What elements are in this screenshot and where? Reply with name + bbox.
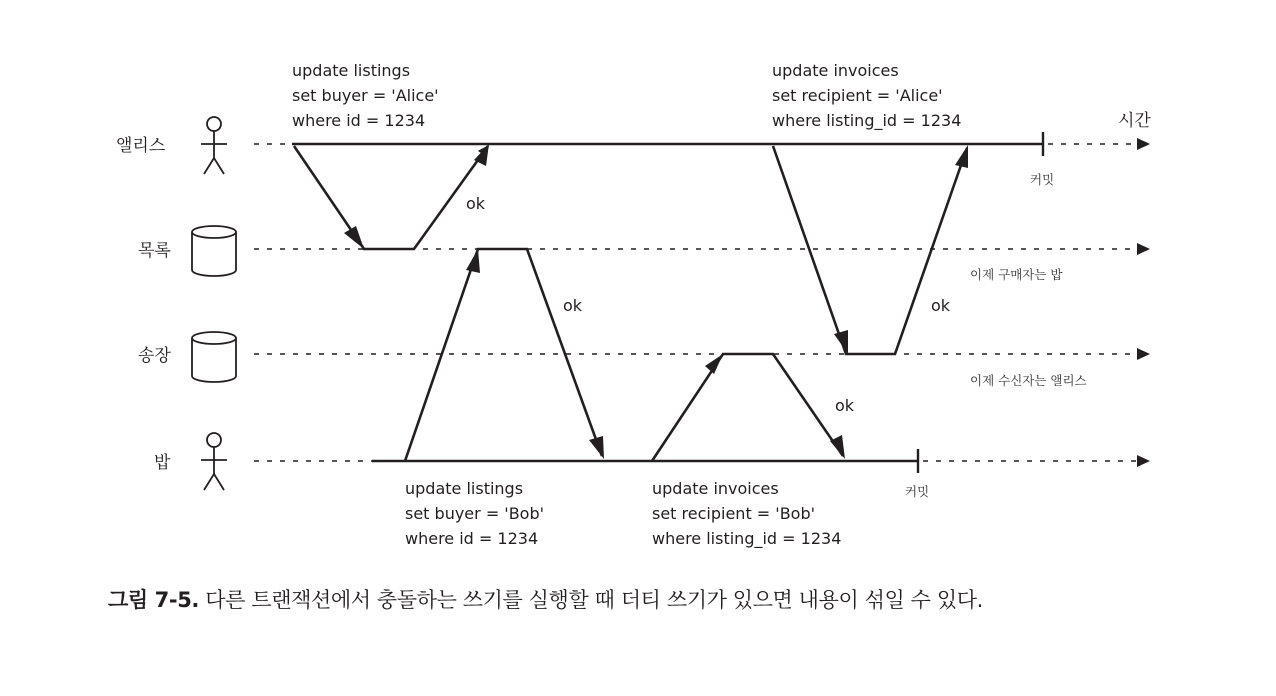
ok-label-alice-invoices: ok [931,296,951,315]
query-line: set buyer = 'Alice' [292,86,439,105]
note-invoices-recipient: 이제 수신자는 앨리스 [970,373,1087,388]
ok-label-bob-listings: ok [563,296,583,315]
ok-label-alice-listings: ok [466,194,486,213]
database-icon-invoices [192,332,236,382]
query-line: set recipient = 'Bob' [652,504,816,523]
listings-timeline-arrowhead [1137,243,1150,255]
bob-listings-arrowhead [466,249,480,273]
query-line: where listing_id = 1234 [652,529,842,548]
figure-number: 그림 7-5. [108,588,199,612]
commit-label-bob: 커밋 [905,484,930,499]
lane-label-alice: 앨리스 [116,136,166,156]
bob-listings-ok-arrowhead [589,436,604,459]
query-alice-invoices [772,61,961,131]
person-icon-bob [201,433,227,490]
query-line: update invoices [652,479,779,498]
query-line: set recipient = 'Alice' [772,86,943,105]
invoices-timeline-arrowhead [1137,348,1150,360]
database-icon-listings [192,226,236,276]
commit-label-alice: 커밋 [1030,172,1055,187]
lane-label-listings: 목록 [138,241,171,261]
query-line: set buyer = 'Bob' [405,504,545,523]
lane-label-invoices: 송장 [138,346,171,366]
time-label: 시간 [1118,111,1151,131]
bob-invoices-write-arrow [652,354,843,461]
alice-invoices-arrowhead [834,330,848,354]
alice-invoices-write-arrow [773,146,967,354]
query-bob-invoices [652,479,841,549]
alice-listings-write-arrow [294,146,488,249]
alice-invoices-ok-arrowhead [955,145,968,168]
alice-timeline-arrowhead [1137,138,1150,150]
query-line: update listings [292,61,411,80]
lane-label-bob: 밥 [154,453,171,473]
figure-caption-text: 다른 트랜잭션에서 충돌하는 쓰기를 실행할 때 더티 쓰기가 있으면 내용이 섞일 수 있다. [205,588,983,612]
alice-listings-arrowhead [344,226,364,249]
figure-caption [108,584,983,614]
query-line: where id = 1234 [405,529,539,548]
query-line: update listings [405,479,524,498]
query-line: where listing_id = 1234 [772,111,962,130]
person-icon-alice [201,117,227,174]
bob-timeline-arrowhead [1137,455,1150,467]
query-alice-listings [292,61,439,130]
query-line: where id = 1234 [292,111,426,130]
query-bob-listings [405,479,544,548]
note-listings-buyer: 이제 구매자는 밥 [970,267,1063,282]
bob-listings-write-arrow [405,249,602,461]
ok-label-bob-invoices: ok [835,396,855,415]
bob-invoices-arrowhead [705,354,723,374]
query-line: update invoices [772,61,899,80]
